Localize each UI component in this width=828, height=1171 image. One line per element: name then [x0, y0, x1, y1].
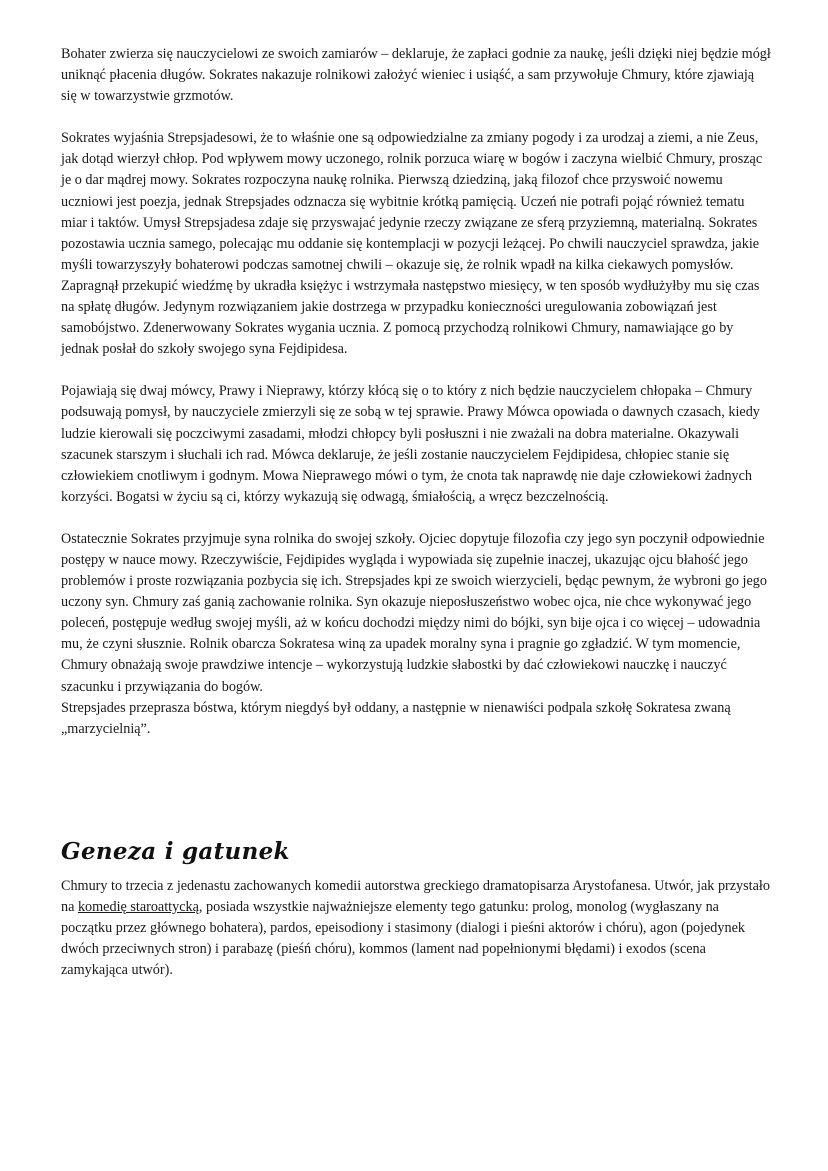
comedy-link[interactable]: komedię staroattycką: [77, 899, 199, 916]
paragraph-5: Strepsjades przeprasza bóstwa, którym niegdyś był oddany, a następnie w nienawiści podpala szkołę Sokratesa zwaną „marzycielnią”.: [61, 699, 731, 737]
paragraph-2: Sokrates wyjaśnia Strepsjadesowi, że to właśnie one są odpowiedzialne za zmiany pogody i za urodzaj a ziemi, a nie Zeus, jak dotąd wierzył chłop. Pod wpływem mowy uczonego, rolnik porzuca wiarę w bogów i zaczyna wielbić Chmury, prosząc je o dar mądrej mowy. Sokrates rozpoczyna naukę rolnika. Pierwszą dziedziną, jaką filozof chce przyswoić nowemu uczniowi jest poezja, jednak Strepsjades odznacza się wybitnie krótką pamięcią. Uczeń nie potrafi pojąć również tematu miar i taktów. Umysł Strepsjadesa zdaje się przyswajać jedynie rzeczy związane ze sferą przyziemną, materialną. Sokrates pozostawia ucznia samego, polecając mu oddanie się kontemplacji w pozycji leżącej. Po chwili nauczyciel sprawdza, jakie myśli towarzyszyły bohaterowi podczas samotnej chwili – okazuje się, że rolnik wpadł na kilka ciekawych pomysłów. Zapragnął przekupić wiedźmę by ukradła księżyc i wstrzymała następstwo miesięcy, w ten sposób wydłużyłby mu się czas na spłatę długów. Jedynym rozwiązaniem jakie dostrzega w przypadku konieczności uregulowania zobowiązań jest samobójstwo. Zdenerwowany Sokrates wygania ucznia. Z pomocą przychodzą rolnikowi Chmury, namawiające go by jednak posłał do szkoły swojego syna Fejdipidesa.: [61, 130, 763, 358]
section-body: [61, 876, 773, 981]
section-paragraph: [61, 876, 773, 981]
paragraph-spacer: [61, 360, 773, 381]
section-text-before-link: Chmury to trzecia z jedenastu zachowanych komedii autorstwa greckiego dramatopisarza Arystofanesa. Utwór, jak przystało na: [61, 878, 770, 916]
paragraph-3: Pojawiają się dwaj mówcy, Prawy i Nieprawy, którzy kłócą się o to który z nich będzie nauczycielem chłopaka – Chmury podsuwają pomysł, by nauczyciele zmierzyli się ze sobą w tej sprawie. Prawy Mówca opowiada o dawnych czasach, kiedy ludzie kierowali się poczciwymi zasadami, młodzi chłopcy byli posłuszni i nie zważali na dobra materialne. Okazywali szacunek starszym i słuchali ich rad. Mówca deklaruje, że jeśli zostanie nauczycielem Fejdipidesa, chłopiec stanie się człowiekiem cnotliwym i godnym. Mowa Nieprawego mówi o tym, że cnota tak naprawdę nie daje człowiekowi żadnych korzyści. Bogatsi w życiu są ci, którzy wykazują się odwagą, śmiałością, a wręcz bezczelnością.: [61, 383, 760, 505]
paragraph-1: Bohater zwierza się nauczycielowi ze swoich zamiarów – deklaruje, że zapłaci godnie za naukę, jeśli dzięki niej będzie mógł uniknąć płacenia długów. Sokrates nakazuje rolnikowi założyć wieniec i usiąść, a sam przywołuje Chmury, które zjawiają się w towarzystwie grzmotów.: [61, 46, 771, 105]
paragraph-4: Ostatecznie Sokrates przyjmuje syna rolnika do swojej szkoły. Ojciec dopytuje filozofia czy jego syn poczynił odpowiednie postępy w nauce mowy. Rzeczywiście, Fejdipides wygląda i wypowiada się zupełnie inaczej, ukazując ojcu błahość jego problemów i proste rozwiązania pozbycia się ich. Strepsjades kpi ze swoich wierzycieli, będąc pewnym, że wybroni go jego uczony syn. Chmury zaś ganią zachowanie rolnika. Syn okazuje nieposłuszeństwo wobec ojca, nie chce wykonywać jego poleceń, postępuje według swojej myśli, aż w końcu dochodzi między nimi do bójki, syn bije ojca i co więcej – udowadnia mu, że czyni słusznie. Rolnik obarcza Sokratesa winą za upadek moralny syna i pragnie go zgładzić. W tym momencie, Chmury obnażają swoje prawdziwe intencje – wykorzystują ludzkie słabostki by dać człowiekowi nauczkę i nauczyć szacunku i przywiązania do bogów.: [61, 530, 767, 695]
document-body: [61, 44, 773, 740]
paragraph-spacer: [61, 107, 773, 128]
section-heading: Geneza i gatunek: [61, 838, 290, 865]
section-text-after-link: , posiada wszystkie najważniejsze elementy tego gatunku: prolog, monolog (wygłaszany na początku przez głównego bohatera), pardos, epeisodiony i stasimony (dialogi i pieśni aktorów i chóru), agon (pojedynek dwóch przeciwnych stron) i parabazę (pieśń chóru), kommos (lament nad popełnionymi błędami) i exodos (scena zamykająca utwór).: [61, 899, 745, 979]
paragraph-spacer: [61, 508, 773, 529]
